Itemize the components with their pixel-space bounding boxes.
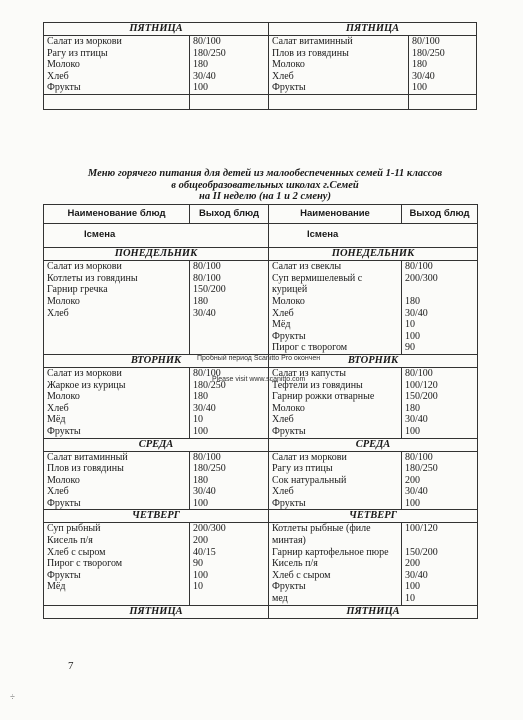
day-name-right: ЧЕТВЕРГ <box>269 510 478 523</box>
cell-line: 100 <box>405 497 420 509</box>
cell-line: 80/100 <box>412 36 440 47</box>
cell-line: Мёд <box>272 319 291 331</box>
day-name-left: ВТОРНИК <box>44 354 269 367</box>
cell-line: Салат витаминный <box>272 36 353 47</box>
cell-line: 200/300 <box>405 272 438 284</box>
cell-line: Молоко <box>47 59 80 71</box>
cell-line: Суп рыбный <box>47 523 101 535</box>
cell-line: Рагу из птицы <box>47 47 108 59</box>
cell-line: 30/40 <box>193 70 216 82</box>
cell-line: 10 <box>405 593 415 605</box>
cell-line: Салат из моркови <box>47 367 122 379</box>
cell-line: Фрукты <box>272 497 306 509</box>
amount-list-left <box>190 451 269 510</box>
cell-line: 100 <box>405 330 420 342</box>
cell-line: Салат из капусты <box>272 367 346 379</box>
cell-line: 80/100 <box>193 36 221 47</box>
cell-line: Хлеб <box>272 414 294 426</box>
cell-line: Молоко <box>272 402 305 414</box>
cell-line: курицей <box>272 284 308 296</box>
header-row <box>44 205 478 224</box>
dish-list-left <box>44 36 190 95</box>
cell-line: Хлеб <box>47 402 69 414</box>
dish-list-left <box>44 367 190 438</box>
amount-list-right <box>402 523 478 605</box>
cell-line: Салат из моркови <box>47 261 122 273</box>
cell-line: 90 <box>405 342 415 354</box>
cell-line: Фрукты <box>272 581 306 593</box>
menu-row <box>44 36 477 95</box>
cell-line: Рагу из птицы <box>272 463 333 475</box>
cell-line: Хлеб <box>272 486 294 498</box>
amount-list-left <box>190 36 269 95</box>
cell-line: Плов из говядины <box>272 47 349 59</box>
day-name-left: ЧЕТВЕРГ <box>44 510 269 523</box>
cell-line: 180 <box>193 391 208 403</box>
cell-line: Хлеб <box>272 70 294 82</box>
cell-line: 10 <box>193 581 203 593</box>
cell-line: 180 <box>193 474 208 486</box>
title-line-2: в общеобразовательных школах г.Семей <box>171 179 359 191</box>
cell-line <box>405 284 474 296</box>
cell-line: 180 <box>412 59 428 71</box>
cell-line: 150/200 <box>405 546 438 558</box>
amount-list-right <box>402 261 478 355</box>
menu-row <box>44 523 478 605</box>
cell-line: 200 <box>193 535 208 547</box>
cell-line: 40/15 <box>193 546 216 558</box>
cell-line: 30/40 <box>405 569 428 581</box>
watermark-line-2: Please visit www.scanitto.com <box>212 376 306 383</box>
cell-line: 30/40 <box>193 486 216 498</box>
cell-line: 30/40 <box>193 307 216 319</box>
header-portion: Выход блюд <box>190 205 269 224</box>
cell-line: Мёд <box>47 581 66 593</box>
cell-line: Кисель п/я <box>272 558 318 570</box>
shift-left: Iсмена <box>44 223 269 248</box>
cell-line: 180/250 <box>193 379 226 391</box>
days-body <box>44 248 478 605</box>
shift-row <box>44 223 478 248</box>
day-row <box>44 438 478 451</box>
cell-line: 100 <box>405 425 420 437</box>
cell-line: 180/250 <box>412 47 445 59</box>
cell-line: Хлеб <box>47 70 69 82</box>
day-row <box>44 23 477 36</box>
weekly-menu-table <box>43 204 478 619</box>
cell-line: 200 <box>405 558 420 570</box>
day-row <box>44 510 478 523</box>
cell-line: 30/40 <box>193 402 216 414</box>
cell-line: 30/40 <box>412 70 435 82</box>
cell-line: 180/250 <box>193 463 226 475</box>
cell-line: 150/200 <box>405 391 438 403</box>
cell-line: Жаркое из курицы <box>47 379 126 391</box>
cell-line: 80/100 <box>405 261 433 273</box>
cell-line: Салат из моркови <box>272 451 347 463</box>
day-name-right: ПЯТНИЦА <box>269 23 477 36</box>
cell-line: 100/120 <box>405 523 438 535</box>
day-name-left: ПЯТНИЦА <box>44 23 269 36</box>
cell-line: 180/250 <box>405 463 438 475</box>
cell-line: Салат из свеклы <box>272 261 342 273</box>
header-dish-name: Наименование блюд <box>44 205 190 224</box>
watermark-line-1: Пробный период Scanitto Pro окончен <box>197 355 321 362</box>
dish-list-right <box>269 36 409 95</box>
cell-line: Котлеты рыбные (филе <box>272 523 371 535</box>
page-number: 7 <box>68 660 74 672</box>
menu-row <box>44 451 478 510</box>
cell-line: 100 <box>193 82 208 94</box>
title-line-1: Меню горячего питания для детей из малообеспеченных семей 1-11 классов <box>87 168 443 179</box>
cell-line: мед <box>272 593 288 605</box>
dish-list-right <box>269 523 402 605</box>
cell-line: Фрукты <box>47 425 81 437</box>
cell-line: Суп вермишелевый с <box>272 272 363 284</box>
dish-list-left <box>44 261 190 355</box>
dish-list-left <box>44 451 190 510</box>
cell-line: 200/300 <box>193 523 226 535</box>
top-menu-table <box>43 22 477 110</box>
cell-line: Тефтели из говядины <box>272 379 363 391</box>
dish-list-right <box>269 261 402 355</box>
cell-line: Мёд <box>47 414 66 426</box>
cell-line: Фрукты <box>47 82 81 94</box>
last-day-right: ПЯТНИЦА <box>269 605 478 618</box>
cell-line: 80/100 <box>193 261 221 273</box>
amount-list-left <box>190 523 269 605</box>
cell-line: Плов из говядины <box>47 463 124 475</box>
cell-line: Гарнир гречка <box>47 284 108 296</box>
day-name-right: ВТОРНИК <box>269 354 478 367</box>
cell-line: 30/40 <box>405 414 428 426</box>
cell-line: Хлеб <box>47 307 69 319</box>
day-name-left: СРЕДА <box>44 438 269 451</box>
cell-line: 80/100 <box>193 272 221 284</box>
cell-line: Салат из моркови <box>47 36 122 47</box>
day-name-left: ПОНЕДЕЛЬНИК <box>44 248 269 261</box>
cell-line: 150/200 <box>193 284 226 296</box>
amount-list-right <box>402 451 478 510</box>
cell-line: Фрукты <box>272 425 306 437</box>
cell-line: Хлеб <box>47 486 69 498</box>
cell-line: Молоко <box>47 474 80 486</box>
cell-line: Молоко <box>47 391 80 403</box>
dish-list-right <box>269 451 402 510</box>
dish-list-left <box>44 523 190 605</box>
cell-line: 80/100 <box>405 451 433 463</box>
cell-line: Сок натуральный <box>272 474 347 486</box>
cell-line: Хлеб с сыром <box>272 569 331 581</box>
cell-line: Молоко <box>47 295 80 307</box>
amount-list-left <box>190 261 269 355</box>
cell-line: Фрукты <box>272 82 306 94</box>
cell-line: Кисель п/я <box>47 535 93 547</box>
cell-line: минтая) <box>272 535 306 547</box>
cell-line: 100 <box>193 569 208 581</box>
cell-line: 100 <box>193 425 208 437</box>
header-portion-right: Выход блюд <box>402 205 478 224</box>
cell-line: Хлеб с сыром <box>47 546 106 558</box>
cell-line: Молоко <box>272 59 305 71</box>
cell-line: Фрукты <box>47 497 81 509</box>
cell-line: 200 <box>405 474 420 486</box>
cell-line: Котлеты из говядины <box>47 272 138 284</box>
cell-line: Гарнир картофельное пюре <box>272 546 389 558</box>
margin-mark: ÷ <box>10 692 15 702</box>
header-dish-name-right: Наименование <box>269 205 402 224</box>
menu-title <box>60 168 470 203</box>
day-row <box>44 248 478 261</box>
last-day-row <box>44 605 478 618</box>
cell-line: Хлеб <box>272 307 294 319</box>
cell-line <box>405 535 474 547</box>
shift-right: Iсмена <box>269 223 478 248</box>
cell-line: 100 <box>405 581 420 593</box>
amount-list-right <box>409 36 477 95</box>
cell-line: 80/100 <box>193 451 221 463</box>
cell-line: 10 <box>193 414 203 426</box>
cell-line: 180 <box>193 295 208 307</box>
cell-line: Фрукты <box>47 569 81 581</box>
day-name-right: СРЕДА <box>269 438 478 451</box>
cell-line: 180 <box>405 402 420 414</box>
title-line-3: на II неделю (на 1 и 2 смену) <box>199 191 331 202</box>
cell-line: 30/40 <box>405 307 428 319</box>
cell-line: 180/250 <box>193 47 226 59</box>
cell-line: 100/120 <box>405 379 438 391</box>
day-name-right: ПОНЕДЕЛЬНИК <box>269 248 478 261</box>
empty-row <box>44 94 477 109</box>
amount-list-right <box>402 367 478 438</box>
cell-line: Пирог с творогом <box>47 558 123 570</box>
cell-line: 80/100 <box>405 367 433 379</box>
cell-line: 80/100 <box>193 367 221 379</box>
cell-line: 180 <box>193 59 208 71</box>
last-day-left: ПЯТНИЦА <box>44 605 269 618</box>
cell-line: 90 <box>193 558 203 570</box>
cell-line: 30/40 <box>405 486 428 498</box>
cell-line: Пирог с творогом <box>272 342 348 354</box>
cell-line: 10 <box>405 319 415 331</box>
cell-line: 180 <box>405 295 420 307</box>
cell-line: Гарнир рожки отварные <box>272 391 375 403</box>
cell-line: 100 <box>193 497 208 509</box>
cell-line: Фрукты <box>272 330 306 342</box>
menu-row <box>44 261 478 355</box>
cell-line: Молоко <box>272 295 305 307</box>
cell-line: Салат витаминный <box>47 451 128 463</box>
cell-line: 100 <box>412 82 428 94</box>
